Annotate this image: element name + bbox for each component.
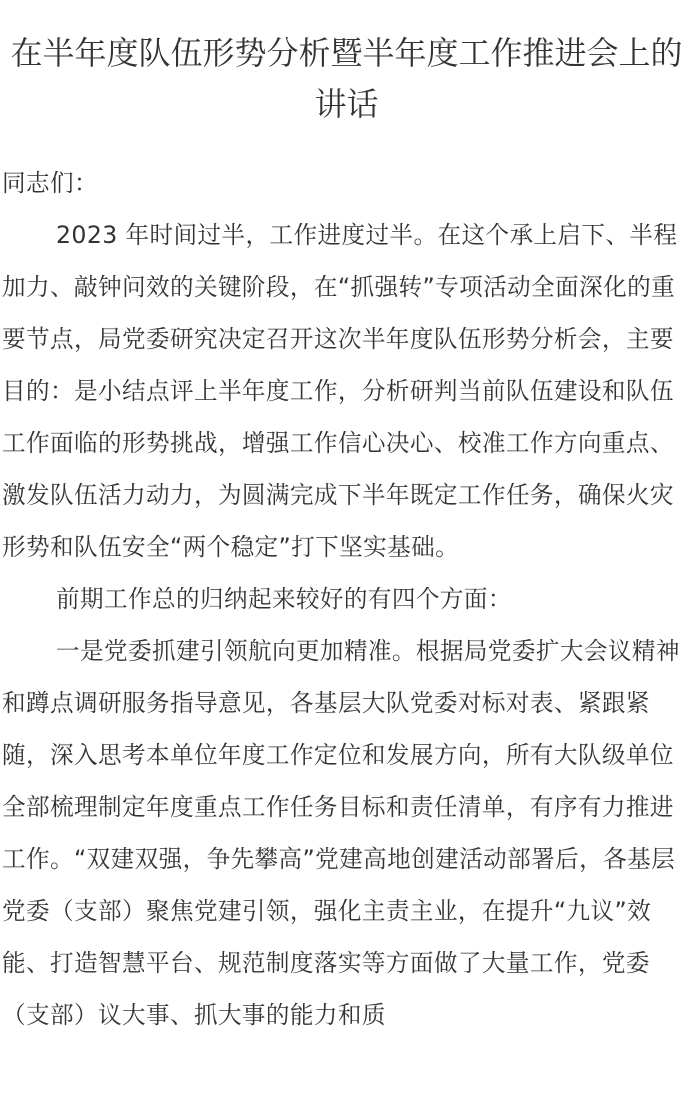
document-title: 在半年度队伍形势分析暨半年度工作推进会上的讲话: [10, 34, 683, 123]
document-body: [2, 209, 693, 1041]
paragraph-summary: 前期工作总的归纳起来较好的有四个方面：: [56, 585, 512, 613]
paragraph-intro: 2023 年时间过半，工作进度过半。在这个承上启下、半程加力、敲钟问效的关键阶段，在“抓强转”专项活动全面深化的重要节点，局党委研究决定召开这次半年度队伍形势分析会，主要目的：是小结点评上半年度工作，分析研判当前队伍建设和队伍工作面临的形势挑战，增强工作信心决心、校准工作方向重点、激发队伍活力动力，为圆满完成下半年既定工作任务，确保火灾形势和队伍安全“两个稳定”打下坚实基础。: [2, 221, 678, 561]
paragraph-point-one: 一是党委抓建引领航向更加精准。根据局党委扩大会议精神和蹲点调研服务指导意见，各基层大队党委对标对表、紧跟紧随，深入思考本单位年度工作定位和发展方向，所有大队级单位全部梳理制定年度重点工作任务目标和责任清单，有序有力推进工作。“双建双强，争先攀高”党建高地创建活动部署后，各基层党委（支部）聚焦党建引领，强化主责主业，在提升“九议”效能、打造智慧平台、规范制度落实等方面做了大量工作，党委（支部）议大事、抓大事的能力和质: [2, 637, 680, 1029]
greeting: 同志们：: [2, 169, 98, 197]
